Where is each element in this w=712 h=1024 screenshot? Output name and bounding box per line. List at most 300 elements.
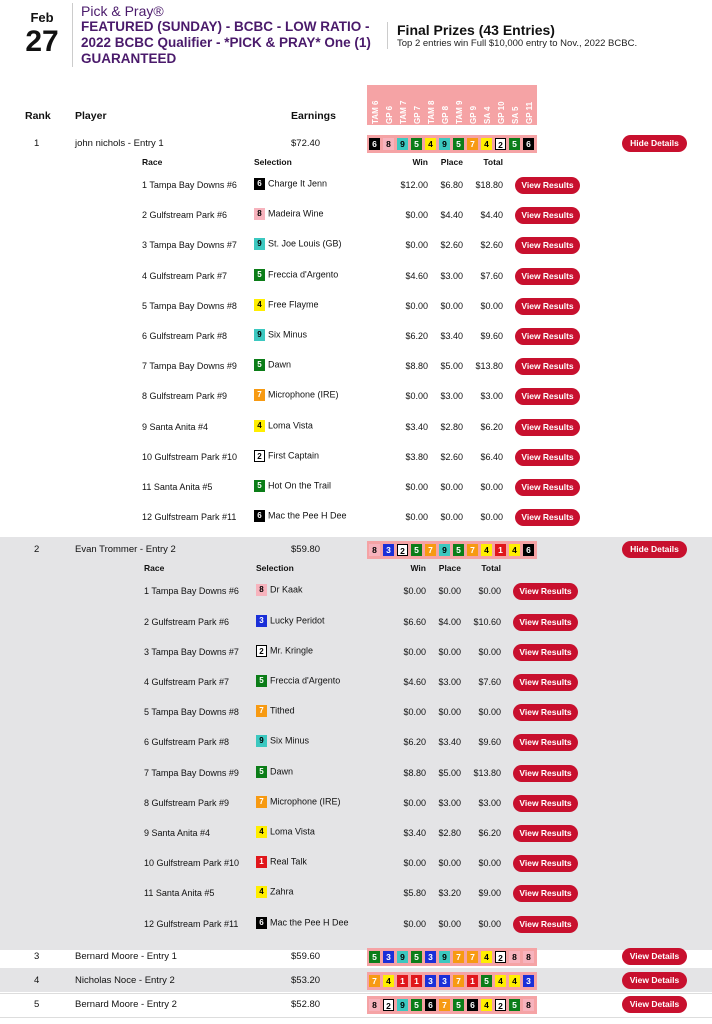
view-results-button[interactable]: View Results bbox=[513, 583, 578, 600]
entry-earnings: $59.80 bbox=[291, 544, 321, 556]
rank-column-header: Rank bbox=[25, 110, 51, 122]
detail-row bbox=[0, 268, 712, 286]
race-column-label: GP 8 bbox=[441, 105, 450, 124]
pick-chip: 9 bbox=[397, 951, 408, 963]
pick-chip: 4 bbox=[509, 544, 520, 556]
detail-win: $3.80 bbox=[405, 451, 428, 462]
detail-total: $6.40 bbox=[480, 451, 503, 462]
pick-chip: 2 bbox=[397, 544, 408, 556]
pick-chip: 7 bbox=[425, 544, 436, 556]
view-results-button[interactable]: View Results bbox=[515, 328, 580, 345]
entry-rank: 5 bbox=[34, 998, 40, 1010]
race-column-label: TAM 7 bbox=[399, 100, 408, 124]
contest-title: FEATURED (SUNDAY) - BCBC - LOW RATIO - 2022 BCBC Qualifier - *PICK & PRAY* One (1) GUARANTEED bbox=[81, 19, 371, 66]
detail-selection bbox=[254, 359, 291, 371]
pick-chip: 6 bbox=[369, 138, 380, 150]
saddle-number: 5 bbox=[254, 480, 265, 492]
pick-chip: 5 bbox=[411, 951, 422, 963]
entry-rank: 3 bbox=[34, 950, 40, 962]
race-column-label: GP 11 bbox=[525, 101, 534, 124]
horse-name: Six Minus bbox=[268, 329, 308, 340]
pick-chip: 5 bbox=[509, 999, 520, 1011]
detail-place: $0.00 bbox=[438, 858, 461, 869]
detail-row bbox=[0, 328, 712, 346]
detail-selection bbox=[254, 450, 319, 462]
detail-place: $2.60 bbox=[440, 240, 463, 251]
race-column-label: GP 7 bbox=[413, 105, 422, 124]
prize-description: Top 2 entries win Full $10,000 entry to Nov., 2022 BCBC. bbox=[397, 38, 638, 49]
pick-chip: 7 bbox=[439, 999, 450, 1011]
pick-chip: 7 bbox=[467, 138, 478, 150]
saddle-number: 6 bbox=[254, 510, 265, 522]
saddle-number: 9 bbox=[254, 329, 265, 341]
detail-row bbox=[0, 734, 712, 752]
detail-win: $4.60 bbox=[405, 270, 428, 281]
pick-chip: 6 bbox=[425, 999, 436, 1011]
pick-chip: 9 bbox=[397, 999, 408, 1011]
detail-selection bbox=[256, 675, 340, 687]
pick-chip: 2 bbox=[495, 951, 506, 963]
detail-place: $2.80 bbox=[440, 421, 463, 432]
pick-chip: 9 bbox=[439, 138, 450, 150]
horse-name: First Captain bbox=[268, 450, 320, 461]
detail-win: $12.00 bbox=[400, 180, 428, 190]
pick-chip: 8 bbox=[369, 999, 380, 1011]
view-results-button[interactable]: View Results bbox=[513, 795, 578, 812]
pick-chip: 8 bbox=[523, 951, 534, 963]
pick-chip: 5 bbox=[453, 999, 464, 1011]
pick-strip bbox=[367, 996, 537, 1014]
detail-selection bbox=[256, 856, 307, 868]
detail-total: $0.00 bbox=[480, 512, 503, 523]
pick-chip: 3 bbox=[383, 544, 394, 556]
detail-total: $9.60 bbox=[478, 737, 501, 748]
entry-rank: 4 bbox=[34, 974, 40, 986]
view-results-button[interactable]: View Results bbox=[515, 358, 580, 375]
hide-details-button[interactable]: Hide Details bbox=[622, 541, 687, 558]
saddle-number: 5 bbox=[256, 766, 267, 778]
view-results-button[interactable]: View Results bbox=[513, 885, 578, 902]
saddle-number: 8 bbox=[256, 584, 267, 596]
race-column-header bbox=[411, 86, 424, 124]
leaderboard-row bbox=[0, 996, 712, 1014]
detail-selection bbox=[254, 208, 324, 220]
pick-chip: 2 bbox=[495, 138, 506, 150]
saddle-number: 9 bbox=[254, 238, 265, 250]
detail-selection bbox=[256, 796, 341, 808]
leaderboard-row bbox=[0, 948, 712, 966]
horse-name: Charge It Jenn bbox=[268, 178, 328, 189]
horse-name: Lucky Peridot bbox=[270, 614, 325, 625]
detail-total: $9.00 bbox=[478, 888, 501, 899]
race-column-header bbox=[439, 86, 452, 124]
view-details-button[interactable]: View Details bbox=[622, 996, 687, 1013]
view-results-button[interactable]: View Results bbox=[515, 237, 580, 254]
race-column-header bbox=[481, 86, 494, 124]
entry-player: Nicholas Noce - Entry 2 bbox=[75, 974, 175, 986]
horse-name: Mr. Kringle bbox=[270, 645, 314, 656]
detail-row bbox=[0, 614, 712, 632]
saddle-number: 4 bbox=[256, 886, 267, 898]
detail-selection bbox=[256, 584, 303, 596]
detail-row bbox=[0, 509, 712, 527]
pick-chip: 4 bbox=[425, 138, 436, 150]
pick-chip: 6 bbox=[523, 544, 534, 556]
detail-race: 5 Tampa Bay Downs #8 bbox=[144, 707, 239, 718]
detail-selection bbox=[256, 735, 309, 747]
detail-row bbox=[0, 479, 712, 497]
leaderboard-row bbox=[0, 972, 712, 990]
detail-selection bbox=[256, 917, 349, 929]
detail-selection bbox=[256, 615, 325, 627]
pick-chip: 3 bbox=[425, 975, 436, 987]
prize-title: Final Prizes (43 Entries) bbox=[397, 22, 555, 38]
detail-selection bbox=[256, 826, 315, 838]
detail-race: 9 Santa Anita #4 bbox=[142, 421, 209, 432]
saddle-number: 5 bbox=[254, 269, 265, 281]
detail-row bbox=[0, 855, 712, 873]
detail-total: $13.80 bbox=[475, 361, 503, 372]
detail-total: $7.60 bbox=[478, 677, 501, 687]
detail-win: $0.00 bbox=[403, 646, 426, 657]
detail-win: $3.40 bbox=[405, 421, 428, 432]
horse-name: Six Minus bbox=[270, 735, 310, 746]
pick-chip: 4 bbox=[481, 951, 492, 963]
pick-chip: 5 bbox=[411, 999, 422, 1011]
detail-win: $0.00 bbox=[405, 512, 428, 523]
detail-selection bbox=[254, 329, 307, 341]
detail-place: $3.20 bbox=[438, 888, 461, 899]
detail-selection bbox=[256, 645, 313, 657]
race-column-label: GP 10 bbox=[497, 101, 506, 124]
detail-total: $9.60 bbox=[480, 331, 503, 341]
detail-place-header: Place bbox=[438, 563, 461, 574]
pick-chip: 4 bbox=[481, 999, 492, 1011]
detail-total-header: Total bbox=[481, 563, 501, 574]
detail-win: $0.00 bbox=[405, 482, 428, 492]
saddle-number: 4 bbox=[254, 299, 265, 311]
horse-name: Real Talk bbox=[270, 856, 307, 867]
pick-chip: 1 bbox=[397, 975, 408, 987]
horse-name: Hot On the Trail bbox=[268, 480, 332, 491]
race-column-header bbox=[425, 86, 438, 124]
detail-selection bbox=[256, 886, 294, 898]
pick-chip: 3 bbox=[425, 951, 436, 963]
detail-total: $0.00 bbox=[480, 482, 503, 492]
view-details-button[interactable]: View Details bbox=[622, 972, 687, 989]
detail-race: 2 Gulfstream Park #6 bbox=[142, 210, 228, 221]
detail-row bbox=[0, 449, 712, 467]
detail-selection-header: Selection bbox=[254, 157, 292, 167]
detail-race: 7 Tampa Bay Downs #9 bbox=[142, 361, 237, 372]
detail-race: 6 Gulfstream Park #8 bbox=[142, 331, 228, 341]
saddle-number: 9 bbox=[256, 735, 267, 747]
earnings-column-header: Earnings bbox=[291, 110, 336, 122]
detail-place: $0.00 bbox=[438, 586, 461, 597]
race-column-label: SA 5 bbox=[511, 106, 520, 124]
view-results-button[interactable]: View Results bbox=[515, 207, 580, 224]
view-results-button[interactable]: View Results bbox=[515, 509, 580, 526]
detail-selection bbox=[254, 420, 313, 432]
view-results-button[interactable]: View Results bbox=[513, 916, 578, 933]
view-results-button[interactable]: View Results bbox=[513, 855, 578, 872]
detail-row bbox=[0, 358, 712, 376]
saddle-number: 5 bbox=[254, 359, 265, 371]
entry-player: john nichols - Entry 1 bbox=[75, 138, 164, 149]
detail-win: $4.60 bbox=[403, 677, 426, 687]
detail-total: $13.80 bbox=[473, 767, 501, 778]
detail-place: $0.00 bbox=[438, 918, 461, 929]
race-column-header bbox=[509, 86, 522, 124]
detail-row bbox=[0, 177, 712, 195]
pick-chip: 2 bbox=[383, 999, 394, 1011]
detail-place: $3.00 bbox=[440, 391, 463, 402]
detail-place: $0.00 bbox=[438, 646, 461, 657]
detail-total: $4.40 bbox=[480, 210, 503, 221]
view-results-button[interactable]: View Results bbox=[513, 765, 578, 782]
race-column-header bbox=[369, 86, 382, 124]
detail-place: $3.00 bbox=[438, 677, 461, 687]
horse-name: Freccia d'Argento bbox=[270, 675, 341, 686]
horse-name: Microphone (IRE) bbox=[268, 389, 339, 400]
detail-win: $0.00 bbox=[403, 797, 426, 808]
detail-selection bbox=[254, 389, 339, 401]
entry-player: Evan Trommer - Entry 2 bbox=[75, 544, 176, 556]
detail-row bbox=[0, 237, 712, 255]
view-results-button[interactable]: View Results bbox=[513, 674, 578, 691]
saddle-number: 7 bbox=[256, 796, 267, 808]
detail-selection bbox=[256, 766, 293, 778]
view-results-button[interactable]: View Results bbox=[515, 298, 580, 315]
hide-details-button[interactable]: Hide Details bbox=[622, 135, 687, 152]
horse-name: Madeira Wine bbox=[268, 208, 324, 219]
pick-chip: 5 bbox=[481, 975, 492, 987]
detail-row bbox=[0, 795, 712, 813]
detail-place: $3.40 bbox=[440, 331, 463, 341]
pick-chip: 7 bbox=[369, 975, 380, 987]
detail-row bbox=[0, 644, 712, 662]
race-column-header bbox=[397, 86, 410, 124]
detail-race: 12 Gulfstream Park #11 bbox=[144, 918, 239, 929]
detail-total: $10.60 bbox=[473, 616, 501, 627]
detail-place: $4.00 bbox=[438, 616, 461, 627]
player-column-header: Player bbox=[75, 110, 107, 122]
view-results-button[interactable]: View Results bbox=[513, 825, 578, 842]
detail-win: $0.00 bbox=[405, 300, 428, 311]
pick-chip: 4 bbox=[509, 975, 520, 987]
pick-chip: 2 bbox=[495, 999, 506, 1011]
pick-chip: 6 bbox=[523, 138, 534, 150]
prize-block bbox=[387, 22, 707, 49]
detail-row bbox=[0, 765, 712, 783]
race-column-header bbox=[495, 86, 508, 124]
detail-race: 8 Gulfstream Park #9 bbox=[142, 391, 228, 402]
detail-total: $0.00 bbox=[478, 586, 501, 597]
view-details-button[interactable]: View Details bbox=[622, 948, 687, 965]
race-column-header bbox=[523, 86, 536, 124]
pick-chip: 1 bbox=[467, 975, 478, 987]
detail-place: $3.40 bbox=[438, 737, 461, 748]
saddle-number: 7 bbox=[256, 705, 267, 717]
pick-chip: 5 bbox=[509, 138, 520, 150]
view-results-button[interactable]: View Results bbox=[515, 388, 580, 405]
pick-chip: 3 bbox=[523, 975, 534, 987]
view-results-button[interactable]: View Results bbox=[515, 419, 580, 436]
pick-chip: 8 bbox=[523, 999, 534, 1011]
detail-race: 4 Gulfstream Park #7 bbox=[144, 677, 230, 687]
detail-race: 11 Santa Anita #5 bbox=[144, 888, 215, 899]
detail-place-header: Place bbox=[440, 157, 463, 167]
detail-selection bbox=[254, 480, 331, 492]
detail-total: $0.00 bbox=[480, 300, 503, 311]
pick-chip: 5 bbox=[453, 544, 464, 556]
row-divider bbox=[0, 1017, 712, 1018]
detail-win: $0.00 bbox=[405, 210, 428, 221]
pick-chip: 5 bbox=[411, 138, 422, 150]
race-column-label: TAM 6 bbox=[371, 100, 380, 124]
detail-place: $4.40 bbox=[440, 210, 463, 221]
pick-chip: 4 bbox=[383, 975, 394, 987]
pick-chip: 9 bbox=[439, 544, 450, 556]
view-results-button[interactable]: View Results bbox=[513, 734, 578, 751]
saddle-number: 4 bbox=[256, 826, 267, 838]
detail-place: $0.00 bbox=[438, 707, 461, 718]
detail-place: $0.00 bbox=[440, 482, 463, 492]
detail-total: $7.60 bbox=[480, 270, 503, 281]
horse-name: Mac the Pee H Dee bbox=[270, 916, 349, 927]
horse-name: Loma Vista bbox=[268, 419, 313, 430]
detail-selection bbox=[254, 269, 338, 281]
pick-chip: 5 bbox=[411, 544, 422, 556]
detail-win: $6.60 bbox=[403, 616, 426, 627]
entry-rank: 1 bbox=[34, 138, 40, 149]
detail-win: $0.00 bbox=[405, 391, 428, 402]
detail-win: $0.00 bbox=[403, 707, 426, 718]
detail-place: $5.00 bbox=[440, 361, 463, 372]
detail-win: $6.20 bbox=[403, 737, 426, 748]
detail-win: $0.00 bbox=[403, 586, 426, 597]
detail-win: $0.00 bbox=[405, 240, 428, 251]
race-column-label: TAM 9 bbox=[455, 100, 464, 124]
horse-name: Microphone (IRE) bbox=[270, 796, 341, 807]
pick-chip: 7 bbox=[453, 951, 464, 963]
view-results-button[interactable]: View Results bbox=[515, 268, 580, 285]
detail-selection bbox=[254, 510, 347, 522]
detail-race: 8 Gulfstream Park #9 bbox=[144, 797, 230, 808]
horse-name: Zahra bbox=[270, 886, 294, 897]
detail-row bbox=[0, 916, 712, 934]
detail-win: $6.20 bbox=[405, 331, 428, 341]
pick-strip bbox=[367, 972, 537, 990]
pick-strip bbox=[367, 135, 537, 153]
detail-total: $6.20 bbox=[480, 421, 503, 432]
saddle-number: 2 bbox=[254, 450, 265, 462]
race-column-label: TAM 8 bbox=[427, 100, 436, 124]
entry-player: Bernard Moore - Entry 2 bbox=[75, 998, 177, 1010]
race-column-header bbox=[453, 86, 466, 124]
view-results-button[interactable]: View Results bbox=[513, 644, 578, 661]
pick-strip bbox=[367, 541, 537, 559]
race-column-header bbox=[467, 86, 480, 124]
race-column-label: SA 4 bbox=[483, 106, 492, 124]
detail-win: $0.00 bbox=[403, 918, 426, 929]
detail-win: $8.80 bbox=[403, 767, 426, 778]
detail-race: 3 Tampa Bay Downs #7 bbox=[142, 240, 237, 251]
view-results-button[interactable]: View Results bbox=[513, 704, 578, 721]
view-results-button[interactable]: View Results bbox=[513, 614, 578, 631]
pick-chip: 1 bbox=[411, 975, 422, 987]
detail-row bbox=[0, 419, 712, 437]
detail-row bbox=[0, 674, 712, 692]
pick-chip: 9 bbox=[397, 138, 408, 150]
detail-race: 12 Gulfstream Park #11 bbox=[142, 512, 237, 523]
pick-chip: 8 bbox=[383, 138, 394, 150]
detail-place: $2.80 bbox=[438, 828, 461, 838]
horse-name: Tithed bbox=[270, 705, 295, 716]
pick-chip: 8 bbox=[369, 544, 380, 556]
pick-chip: 7 bbox=[467, 544, 478, 556]
entry-earnings: $52.80 bbox=[291, 998, 321, 1010]
pick-chip: 4 bbox=[495, 975, 506, 987]
detail-race: 1 Tampa Bay Downs #6 bbox=[142, 180, 237, 190]
pick-chip: 4 bbox=[481, 138, 492, 150]
pick-strip bbox=[367, 948, 537, 966]
pick-chip: 5 bbox=[369, 951, 380, 963]
detail-race: 7 Tampa Bay Downs #9 bbox=[144, 767, 239, 778]
detail-selection-header: Selection bbox=[256, 563, 294, 574]
view-results-button[interactable]: View Results bbox=[515, 449, 580, 466]
saddle-number: 1 bbox=[256, 856, 267, 868]
detail-race: 6 Gulfstream Park #8 bbox=[144, 737, 230, 748]
pick-chip: 8 bbox=[509, 951, 520, 963]
detail-total: $0.00 bbox=[478, 707, 501, 718]
race-column-label: GP 6 bbox=[385, 105, 394, 124]
detail-place: $6.80 bbox=[440, 180, 463, 190]
pick-chip: 4 bbox=[481, 544, 492, 556]
detail-place: $3.00 bbox=[440, 270, 463, 281]
detail-total: $3.00 bbox=[478, 797, 501, 808]
detail-selection bbox=[254, 238, 342, 250]
view-results-button[interactable]: View Results bbox=[515, 177, 580, 194]
race-column-header bbox=[383, 86, 396, 124]
detail-selection bbox=[254, 299, 319, 311]
pick-chip: 3 bbox=[439, 975, 450, 987]
brand-name: Pick & Pray® bbox=[81, 3, 164, 19]
date-month: Feb bbox=[30, 10, 54, 25]
view-results-button[interactable]: View Results bbox=[515, 479, 580, 496]
saddle-number: 8 bbox=[254, 208, 265, 220]
entry-player: Bernard Moore - Entry 1 bbox=[75, 950, 177, 962]
horse-name: St. Joe Louis (GB) bbox=[268, 238, 342, 249]
detail-row bbox=[0, 885, 712, 903]
saddle-number: 6 bbox=[256, 917, 267, 929]
detail-place: $0.00 bbox=[440, 300, 463, 311]
detail-race: 4 Gulfstream Park #7 bbox=[142, 270, 228, 281]
detail-race: 11 Santa Anita #5 bbox=[142, 482, 213, 492]
saddle-number: 4 bbox=[254, 420, 265, 432]
race-column-label: GP 9 bbox=[469, 105, 478, 124]
horse-name: Dawn bbox=[268, 359, 292, 370]
detail-race: 1 Tampa Bay Downs #6 bbox=[144, 586, 239, 597]
saddle-number: 5 bbox=[256, 675, 267, 687]
date-day: 27 bbox=[25, 25, 59, 58]
pick-chip: 5 bbox=[453, 138, 464, 150]
detail-place: $0.00 bbox=[440, 512, 463, 523]
horse-name: Mac the Pee H Dee bbox=[268, 510, 347, 521]
detail-win: $8.80 bbox=[405, 361, 428, 372]
detail-total: $0.00 bbox=[478, 646, 501, 657]
pick-chip: 7 bbox=[467, 951, 478, 963]
